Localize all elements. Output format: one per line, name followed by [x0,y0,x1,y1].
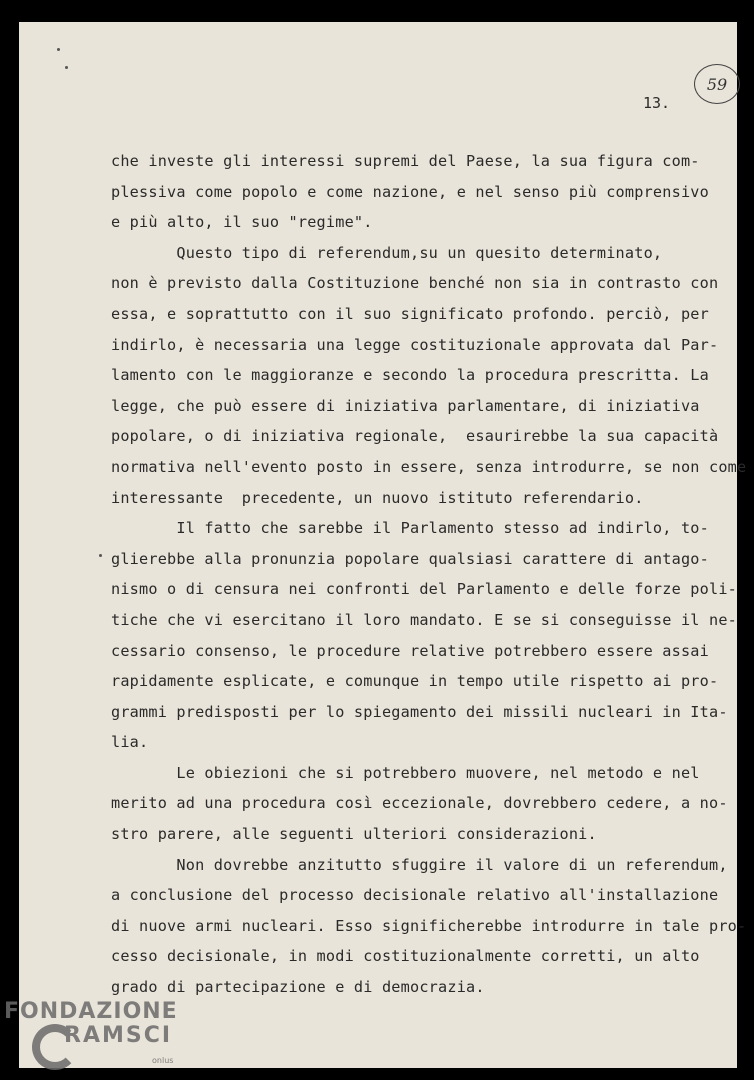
text-line: cesso decisionale, in modi costituzionalmente corretti, un alto [111,947,700,966]
text-line: Questo tipo di referendum,su un quesito determinato, [111,243,663,262]
watermark-line1: FONDAZIONE [4,999,178,1024]
text-line: a conclusione del processo decisionale relativo all'installazione [111,886,719,905]
text-line: rapidamente esplicate, e comunque in tempo utile rispetto ai pro- [111,672,719,691]
text-line: popolare, o di iniziativa regionale, esaurirebbe la sua capacità [111,427,719,446]
text-line: cessario consenso, le procedure relative potrebbero essere assai [111,641,709,660]
text-line: indirlo, è necessaria una legge costituzionale approvata dal Par- [111,335,719,354]
paper-speck [65,66,68,69]
text-line: Non dovrebbe anzitutto sfuggire il valore di un referendum, [111,855,728,874]
text-line: tiche che vi esercitano il loro mandato. E se si conseguisse il ne- [111,610,738,629]
page-number: 13. [643,94,671,112]
text-line: essa, e soprattutto con il suo significato profondo. perciò, per [111,304,709,323]
text-line: non è previsto dalla Costituzione benché non sia in contrasto con [111,274,719,293]
text-line: legge, che può essere di iniziativa parlamentare, di iniziativa [111,396,700,415]
text-line: merito ad una procedura così eccezionale, dovrebbero cedere, a no- [111,794,728,813]
watermark-suffix: onlus [152,1056,174,1065]
body-text [111,152,747,1009]
paper-speck [57,48,60,51]
text-line: lamento con le maggioranze e secondo la procedura prescritta. La [111,366,709,385]
text-line: stro parere, alle seguenti ulteriori considerazioni. [111,825,597,844]
text-line: plessiva come popolo e come nazione, e nel senso più comprensivo [111,182,709,201]
paper-speck [99,554,102,557]
text-line: Le obiezioni che si potrebbero muovere, nel metodo e nel [111,763,700,782]
archive-stamp [694,64,740,104]
text-line: interessante precedente, un nuovo istituto referendario. [111,488,644,507]
text-line: grado di partecipazione e di democrazia. [111,978,485,997]
watermark-g-icon [32,1024,78,1070]
text-line: lia. [111,733,149,752]
text-line: glierebbe alla pronunzia popolare qualsiasi carattere di antago- [111,549,709,568]
text-line: e più alto, il suo "regime". [111,213,373,232]
text-line: che investe gli interessi supremi del Paese, la sua figura com- [111,152,700,170]
stamp-number: 59 [706,74,728,94]
watermark-logo [4,999,178,1065]
text-line: di nuove armi nucleari. Esso significherebbe introdurre in tale pro- [111,916,747,935]
text-line: Il fatto che sarebbe il Parlamento stesso ad indirlo, to- [111,519,709,538]
text-line: grammi predisposti per lo spiegamento dei missili nucleari in Ita- [111,702,728,721]
watermark-line2: RAMSCI [64,1023,173,1048]
text-line: nismo o di censura nei confronti del Parlamento e delle forze poli- [111,580,738,599]
text-line: normativa nell'evento posto in essere, senza introdurre, se non come [111,457,747,476]
